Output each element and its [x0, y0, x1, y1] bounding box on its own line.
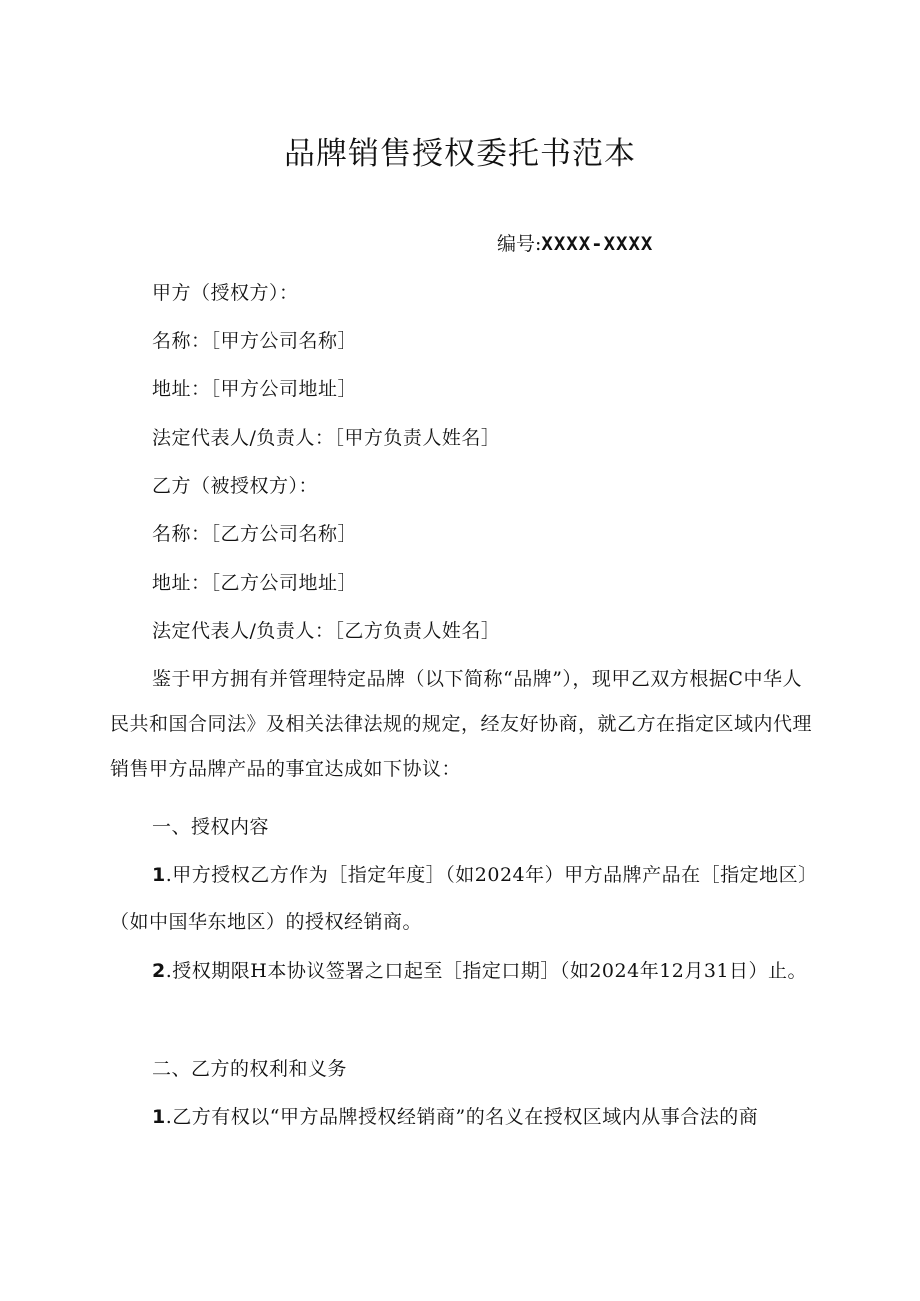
item-number: 2 [152, 960, 166, 982]
section-1-item-2 [110, 948, 815, 995]
document-number-value: XXXX-XXXX [541, 233, 654, 255]
item-number: 1 [152, 864, 166, 886]
section-2-item-1 [110, 1094, 815, 1141]
party-b-address: 地址：［乙方公司地址］ [152, 572, 358, 594]
section-2-heading: 二、乙方的权利和义务 [152, 1058, 348, 1080]
item-text: .授权期限H本协议签署之口起至［指定口期］（如2024年12月31日）止。 [165, 960, 808, 982]
party-b-representative: 法定代表人/负责人：［乙方负责人姓名］ [152, 620, 501, 642]
section-1-item-1 [110, 852, 815, 946]
document-title: 品牌销售授权委托书范本 [284, 136, 636, 172]
preamble-paragraph: 鉴于甲方拥有并管理特定品牌（以下简称“品牌”），现甲乙双方根据C中华人民共和国合同法》及相关法律法规的规定，经友好协商，就乙方在指定区域内代理销售甲方品牌产品的事宜达成如下协议： [110, 668, 813, 780]
party-b-name: 名称：［乙方公司名称］ [152, 523, 358, 545]
item-text: .乙方有权以“甲方品牌授权经销商”的名义在授权区域内从事合法的商 [165, 1106, 759, 1128]
party-b-heading: 乙方（被授权方）： [152, 475, 319, 497]
document-number-label: 编号: [497, 233, 542, 255]
document-number [497, 229, 653, 256]
party-a-representative: 法定代表人/负责人：［甲方负责人姓名］ [152, 427, 501, 449]
party-a-heading: 甲方（授权方）： [152, 282, 299, 304]
item-text: .甲方授权乙方作为［指定年度］（如2024年）甲方品牌产品在［指定地区〕（如中国华东地区）的授权经销商。 [110, 864, 809, 933]
party-a-name: 名称：［甲方公司名称］ [152, 330, 358, 352]
section-1-heading: 一、授权内容 [152, 816, 270, 838]
party-a-address: 地址：［甲方公司地址］ [152, 378, 358, 400]
item-number: 1 [152, 1106, 166, 1128]
